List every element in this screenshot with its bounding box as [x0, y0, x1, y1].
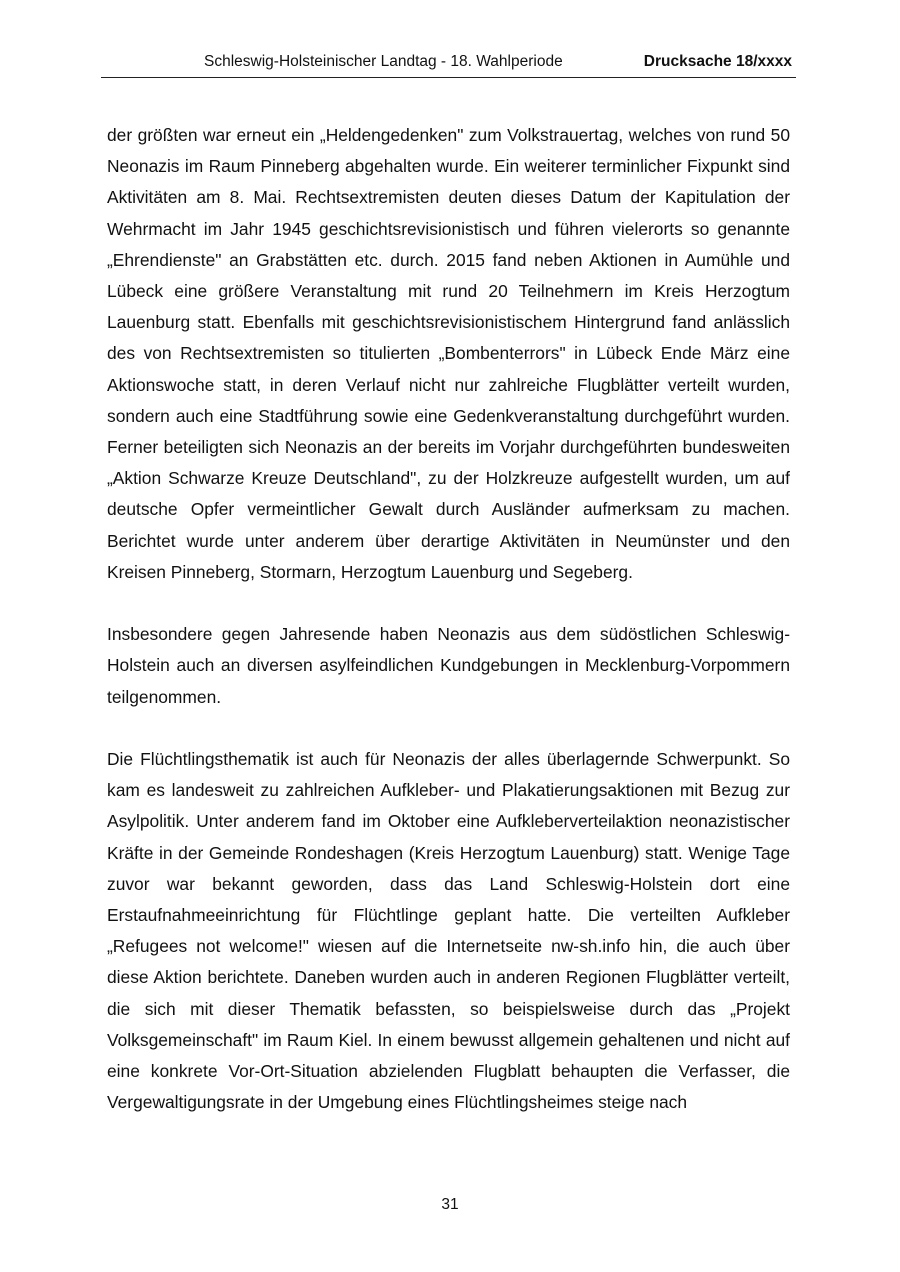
document-number: Drucksache 18/xxxx: [643, 53, 792, 70]
paragraph-3: Die Flüchtlingsthematik ist auch für Neonazis der alles überlagernde Schwerpunkt. So kam es landesweit zu zahlreichen Aufkleber- und Plakatierungsaktionen mit Bezug zur Asylpolitik. Unter anderem fand im Oktober eine Aufkleberverteilaktion neonazistischer Kräfte in der Gemeinde Rondeshagen (Kreis Herzogtum Lauenburg) statt. Wenige Tage zuvor war bekannt geworden, dass das Land Schleswig-Holstein dort eine Erstaufnahmeeinrichtung für Flüchtlinge geplant hatte. Die verteilten Aufkleber „Refugees not welcome!" wiesen auf die Internetseite nw-sh.info hin, die auch über diese Aktion berichtete. Daneben wurden auch in anderen Regionen Flugblätter verteilt, die sich mit dieser Thematik befassten, so beispielsweise durch das „Projekt Volksgemeinschaft" im Raum Kiel. In einem bewusst allgemein gehaltenen und nicht auf eine konkrete Vor-Ort-Situation abzielenden Flugblatt behaupten die Verfasser, die Vergewaltigungsrate in der Umgebung eines Flüchtlingsheimes steige nach: [107, 749, 790, 1113]
paragraph-2: Insbesondere gegen Jahresende haben Neonazis aus dem südöstlichen Schleswig-Holstein auch an diversen asylfeindlichen Kundgebungen in Mecklenburg-Vorpommern teilgenommen.: [107, 624, 790, 707]
page-number: 31: [441, 1196, 459, 1213]
page-header: [101, 50, 796, 78]
paragraph-1: der größten war erneut ein „Heldengedenken" zum Volkstrauertag, welches von rund 50 Neonazis im Raum Pinneberg abgehalten wurde. Ein weiterer terminlicher Fixpunkt sind Aktivitäten am 8. Mai. Rechtsextremisten deuten dieses Datum der Kapitulation der Wehrmacht im Jahr 1945 geschichtsrevisionistisch und führen vielerorts so genannte „Ehrendienste" an Grabstätten etc. durch. 2015 fand neben Aktionen in Aumühle und Lübeck eine größere Veranstaltung mit rund 20 Teilnehmern im Kreis Herzogtum Lauenburg statt. Ebenfalls mit geschichtsrevisionistischem Hintergrund fand anlässlich des von Rechtsextremisten so titulierten „Bombenterrors" in Lübeck Ende März eine Aktionswoche statt, in deren Verlauf nicht nur zahlreiche Flugblätter verteilt wurden, sondern auch eine Stadtführung sowie eine Gedenkveranstaltung durchgeführt wurden. Ferner beteiligten sich Neonazis an der bereits im Vorjahr durchgeführten bundesweiten „Aktion Schwarze Kreuze Deutschland", zu der Holzkreuze aufgestellt wurden, um auf deutsche Opfer vermeintlicher Gewalt durch Ausländer aufmerksam zu machen. Berichtet wurde unter anderem über derartige Aktivitäten in Neumünster und den Kreisen Pinneberg, Stormarn, Herzogtum Lauenburg und Segeberg.: [107, 125, 790, 582]
header-title: Schleswig-Holsteinischer Landtag - 18. Wahlperiode: [204, 53, 563, 70]
body-text: [107, 120, 790, 1118]
